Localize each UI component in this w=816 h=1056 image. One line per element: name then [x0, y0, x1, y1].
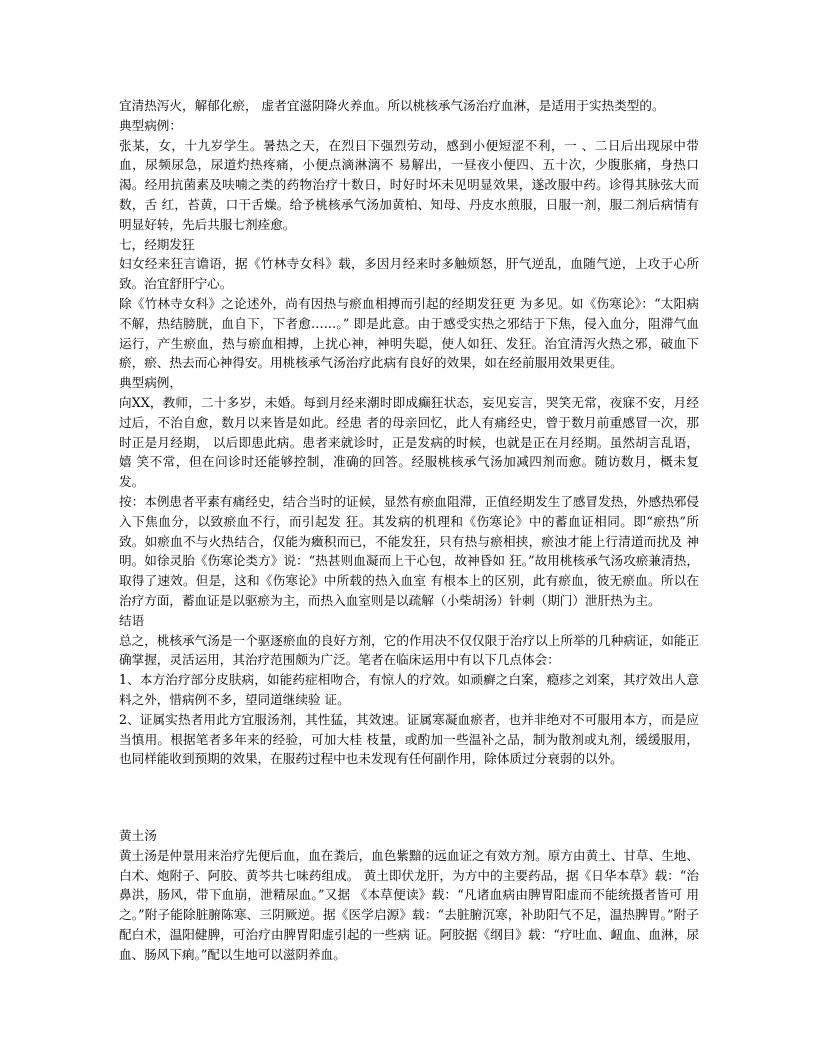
heading-conclusion: 结语: [119, 612, 145, 628]
document-page: [119, 96, 699, 965]
paragraph-case-commentary: 按：本例患者平素有痛经史，结合当时的证候，显然有瘀血阻滞，正值经期发生了感冒发热，外感热邪侵入下焦血分，以致瘀血不行，而引起发 狂。其发病的机理和《伤寒论》中的蓄血证相同。即“瘀热”所致。如瘀血不与火热结合，仅能为癥积而已，不能发狂，只有热与瘀相挟，瘀浊才能上行清道而扰及 神明。如徐灵胎《伤寒论类方》说：“热甚则血凝而上干心包，故神昏如 狂。”故用桃核承气汤攻瘀兼清热，取得了速效。但是，这和《伤寒论》中所载的热入血室 有根本上的区别，此有瘀血，彼无瘀血。所以在治疗方面，蓄血证是以驱瘀为主，而热入血室则是以疏解（小柴胡汤）针刺（期门）泄肝热为主。: [119, 493, 699, 608]
heading-typical-case-2: 典型病例，: [119, 375, 182, 391]
paragraph-huangtu-tang-body: 黄土汤是仲景用来治疗先便后血，血在粪后，血色紫黯的远血证之有效方剂。原方由黄土、甘草、生地、白术、炮附子、阿胶、黄芩共七味药组成。 黄土即伏龙肝，为方中的主要药品，据《日华本草》载：“治鼻洪，肠风，带下血崩，泄精尿血。”又据 《本草便读》载：“凡诸血病由脾胃阳虚而不能统摄者皆可 用之。”附子能除脏腑陈寒、三阴厥逆。据《医学启源》载：“去脏腑沉寒，补助阳气不足，温热脾胃。”附子配白术，温阳健脾，可治疗由脾胃阳虚引起的一些病 证。阿胶据《纲目》载：“疗吐血、衄血、血淋，尿血、肠风下痢。”配以生地可以滋阴养血。: [119, 847, 699, 962]
paragraph-case-zhang: 张某，女，十九岁学生。暑热之天，在烈日下强烈劳动，感到小便短涩不利，一 、二日后出现尿中带血，尿频尿急，尿道灼热疼痛，小便点滴淋漓不 易解出，一昼夜小便四、五十次，少腹胀痛，身热口渴。经用抗菌素及呋喃之类的药物治疗十数日，时好时坏未见明显效果，遂改服中药。诊得其脉弦大而数，舌 红，苔黄，口干舌燥。给予桃核承气汤加黄柏、知母、丹皮水煎服，日服一剂，服二剂后病情有明显好转，先后共服七剂痊愈。: [119, 137, 699, 232]
paragraph-menstrual-mania-theory: 除《竹林寺女科》之论述外，尚有因热与瘀血相搏而引起的经期发狂更 为多见。如《伤寒论》：“太阳病不解，热结膀胱，血自下，下者愈……。” 即是此意。由于感受实热之邪结于下焦，侵入血分，阻滞气血运行，产生瘀血，热与瘀血相搏，上扰心神，神明失聪，使人如狂、发狂。治宜清泻火热之邪，破血下 瘀，瘀、热去而心神得安。用桃核承气汤治疗此病有良好的效果，如在经前服用效果更佳。: [119, 295, 699, 371]
paragraph-conclusion-point-2: 2、证属实热者用此方宜服汤剂，其性猛，其效速。证属寒凝血瘀者，也并非绝对不可服用本方，而是应当慎用。根据笔者多年来的经验，可加大桂 枝量，或酌加一些温补之品，制为散剂或丸剂，缓缓服用，也同样能收到预期的效果，在服药过程中也未发现有任何副作用，除体质过分衰弱的以外。: [119, 711, 699, 767]
paragraph-conclusion-summary: 总之，桃核承气汤是一个驱逐瘀血的良好方剂，它的作用决不仅仅限于治疗以上所举的几种病证，如能正确掌握，灵活运用，其治疗范围颇为广泛。笔者在临床运用中有以下几点体会：: [119, 632, 699, 668]
paragraph-case-xiang: 向XX，教师，二十多岁，未婚。每到月经来潮时即成癫狂状态，妄见妄言，哭笑无常，夜寐不安，月经过后，不治自愈，数月以来皆是如此。经患 者的母亲回忆，此人有痛经史，曾于数月前重感冒一次，那时正是月经期， 以后即患此病。患者来就诊时，正是发病的时候，也就是正在月经期。虽然胡言乱语，嬉 笑不常，但在问诊时还能够控制，准确的回答。经服桃核承气汤加减四剂而愈。随访数月，概未复发。: [119, 394, 699, 490]
section-spacer: [119, 769, 699, 826]
heading-menstrual-mania: 七，经期发狂: [119, 236, 195, 252]
paragraph-menstrual-mania-intro: 妇女经来狂言谵语，据《竹林寺女科》载，多因月经来时多触烦怒，肝气逆乱，血随气逆，上攻于心所致。治宜舒肝宁心。: [119, 256, 699, 292]
paragraph-hematuria-conclusion: 宜清热泻火，解郁化瘀， 虚者宜滋阴降火养血。所以桃核承气汤治疗血淋，是适用于实热类型的。: [119, 98, 665, 113]
heading-typical-case-1: 典型病例：: [119, 117, 182, 133]
paragraph-conclusion-point-1: 1、本方治疗部分皮肤病，如能药症相吻合，有惊人的疗效。如顽癣之白案，瘾疹之刘案，其疗效出人意料之外，惜病例不多，望同道继续验 证。: [119, 672, 699, 707]
section-title-huangtu-tang: 黄土汤: [119, 828, 157, 844]
